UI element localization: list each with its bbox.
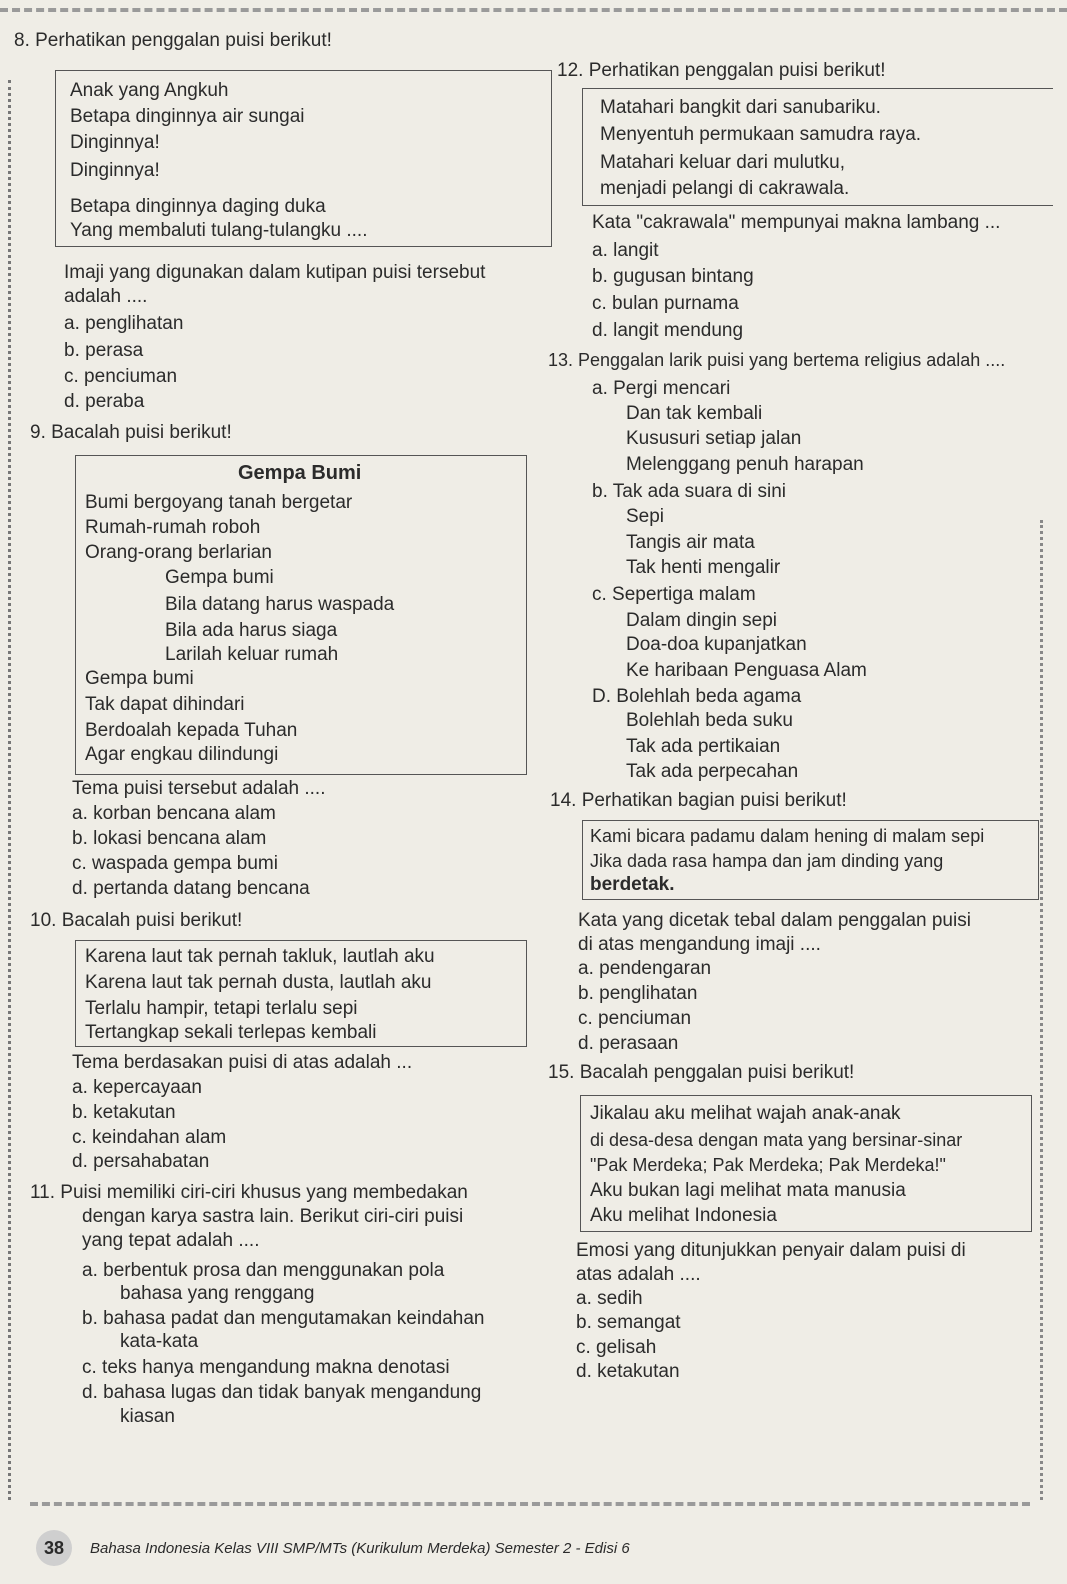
top-dashed-border	[0, 8, 1067, 12]
q14-option-b: b. penglihatan	[578, 983, 698, 1004]
q8-poem-line: Yang membaluti tulang-tulangku ....	[70, 220, 368, 241]
q10-option-d: d. persahabatan	[72, 1151, 210, 1172]
q15-option-b: b. semangat	[576, 1312, 681, 1333]
q8-poem-line: Dinginnya!	[70, 132, 160, 153]
q8-option-c: c. penciuman	[64, 366, 178, 387]
q10-option-b: b. ketakutan	[72, 1102, 176, 1123]
q9-stem: 9. Bacalah puisi berikut!	[30, 422, 232, 443]
q15-option-d: d. ketakutan	[576, 1361, 680, 1382]
footer-text: Bahasa Indonesia Kelas VIII SMP/MTs (Kurikulum Merdeka) Semester 2 - Edisi 6	[90, 1540, 630, 1557]
q10-stem: 10. Bacalah puisi berikut!	[30, 910, 243, 931]
q9-poem-line: Gempa bumi	[85, 668, 194, 689]
q13-option-b: Sepi	[626, 506, 665, 527]
q8-option-d: d. peraba	[64, 391, 145, 412]
q14-option-a: a. pendengaran	[578, 958, 712, 979]
q13-option-d: Bolehlah beda suku	[626, 710, 793, 731]
q15-stem: 15. Bacalah penggalan puisi berikut!	[548, 1062, 855, 1083]
q15-poem-line: Aku melihat Indonesia	[590, 1205, 777, 1226]
q8-option-b: b. perasa	[64, 340, 144, 361]
q10-poem-line: Karena laut tak pernah takluk, lautlah aku	[85, 946, 435, 967]
q14-poem-line: Kami bicara padamu dalam hening di malam sepi	[590, 826, 985, 846]
q9-poem-line: Bila ada harus siaga	[165, 620, 338, 641]
q12-option-b: b. gugusan bintang	[592, 266, 754, 287]
q14-stem: 14. Perhatikan bagian puisi berikut!	[550, 790, 847, 811]
q13-option-c: c. Sepertiga malam	[592, 584, 756, 605]
q9-poem-line: Rumah-rumah roboh	[85, 517, 261, 538]
q11-option-d: d. bahasa lugas dan tidak banyak mengandung	[82, 1382, 482, 1403]
q9-poem-title: Gempa Bumi	[238, 462, 362, 484]
q13-option-a: Kususuri setiap jalan	[626, 428, 802, 449]
q13-option-a: Dan tak kembali	[626, 403, 763, 424]
q12-option-a: a. langit	[592, 240, 659, 261]
q13-option-d: Tak ada perpecahan	[626, 761, 799, 782]
q13-option-d: Tak ada pertikaian	[626, 736, 781, 757]
q15-poem-line: Jikalau aku melihat wajah anak-anak	[590, 1103, 901, 1124]
q12-poem-line: menjadi pelangi di cakrawala.	[600, 178, 850, 199]
q10-option-c: c. keindahan alam	[72, 1127, 227, 1148]
q12-option-d: d. langit mendung	[592, 320, 744, 341]
q9-poem-line: Orang-orang berlarian	[85, 542, 272, 563]
q9-poem-line: Agar engkau dilindungi	[85, 744, 279, 765]
q14-poem-line: Jika dada rasa hampa dan jam dinding yang	[590, 851, 944, 871]
q8-poem-line: Betapa dinginnya daging duka	[70, 196, 326, 217]
q8-question: adalah ....	[64, 286, 148, 307]
q10-poem-line: Karena laut tak pernah dusta, lautlah aku	[85, 972, 432, 993]
q14-option-d: d. perasaan	[578, 1033, 679, 1054]
q8-question: Imaji yang digunakan dalam kutipan puisi tersebut	[64, 262, 486, 283]
q11-stem: dengan karya sastra lain. Berikut ciri-ciri puisi	[82, 1206, 464, 1227]
bottom-dashed-border	[30, 1502, 1030, 1506]
q13-option-b: Tangis air mata	[626, 532, 755, 553]
q13-option-c: Dalam dingin sepi	[626, 610, 778, 631]
q9-poem-line: Larilah keluar rumah	[165, 644, 339, 665]
q11-option-b: kata-kata	[120, 1331, 199, 1352]
q13-option-a: Melenggang penuh harapan	[626, 454, 864, 475]
q13-option-a: a. Pergi mencari	[592, 378, 731, 399]
q13-option-b: b. Tak ada suara di sini	[592, 481, 786, 502]
page-number: 38	[36, 1530, 72, 1566]
q10-poem-line: Tertangkap sekali terlepas kembali	[85, 1022, 377, 1043]
q15-poem-line: Aku bukan lagi melihat mata manusia	[590, 1180, 906, 1201]
q11-stem: 11. Puisi memiliki ciri-ciri khusus yang membedakan	[30, 1182, 468, 1203]
q12-stem: 12. Perhatikan penggalan puisi berikut!	[557, 60, 886, 81]
q13-option-c: Doa-doa kupanjatkan	[626, 634, 807, 655]
q14-question: Kata yang dicetak tebal dalam penggalan puisi	[578, 910, 971, 931]
q11-option-c: c. teks hanya mengandung makna denotasi	[82, 1357, 450, 1378]
q15-question: atas adalah ....	[576, 1264, 701, 1285]
q8-stem: 8. Perhatikan penggalan puisi berikut!	[14, 30, 332, 51]
q9-question: Tema puisi tersebut adalah ....	[72, 778, 326, 799]
q9-poem-line: Tak dapat dihindari	[85, 694, 245, 715]
q9-poem-line: Bila datang harus waspada	[165, 594, 395, 615]
q11-option-a: bahasa yang renggang	[120, 1283, 315, 1304]
q9-poem-line: Bumi bergoyang tanah bergetar	[85, 492, 353, 513]
q13-stem: 13. Penggalan larik puisi yang bertema religius adalah ....	[548, 350, 1006, 370]
q9-poem-line: Gempa bumi	[165, 567, 274, 588]
q9-option-c: c. waspada gempa bumi	[72, 853, 278, 874]
q8-poem-line: Betapa dinginnya air sungai	[70, 106, 305, 127]
q12-option-c: c. bulan purnama	[592, 293, 739, 314]
q15-option-c: c. gelisah	[576, 1337, 657, 1358]
q11-option-b: b. bahasa padat dan mengutamakan keindahan	[82, 1308, 485, 1329]
q10-question: Tema berdasakan puisi di atas adalah ...	[72, 1052, 413, 1073]
q14-question: di atas mengandung imaji ....	[578, 934, 821, 955]
q9-poem-line: Berdoalah kepada Tuhan	[85, 720, 298, 741]
q12-poem-line: Menyentuh permukaan samudra raya.	[600, 124, 922, 145]
q15-option-a: a. sedih	[576, 1288, 643, 1309]
q15-poem-line: "Pak Merdeka; Pak Merdeka; Pak Merdeka!"	[590, 1155, 946, 1175]
right-dotted-border	[1040, 520, 1043, 1500]
q13-option-d: D. Bolehlah beda agama	[592, 686, 802, 707]
q11-stem: yang tepat adalah ....	[82, 1230, 260, 1251]
q15-poem-line: di desa-desa dengan mata yang bersinar-sinar	[590, 1130, 963, 1150]
q8-option-a: a. penglihatan	[64, 313, 184, 334]
q13-option-c: Ke haribaan Penguasa Alam	[626, 660, 867, 681]
q12-poem-line: Matahari keluar dari mulutku,	[600, 152, 845, 173]
q8-poem-line: Dinginnya!	[70, 160, 160, 181]
q12-question: Kata "cakrawala" mempunyai makna lambang ...	[592, 212, 1001, 233]
q11-option-d: kiasan	[120, 1406, 175, 1427]
q10-poem-line: Terlalu hampir, tetapi terlalu sepi	[85, 998, 358, 1019]
q9-option-b: b. lokasi bencana alam	[72, 828, 267, 849]
left-dotted-border	[8, 80, 11, 1500]
q13-option-b: Tak henti mengalir	[626, 557, 781, 578]
q14-bold-word: berdetak.	[590, 874, 675, 895]
q15-question: Emosi yang ditunjukkan penyair dalam puisi di	[576, 1240, 966, 1261]
q8-poem-line: Anak yang Angkuh	[70, 80, 229, 101]
q11-option-a: a. berbentuk prosa dan menggunakan pola	[82, 1260, 445, 1281]
q14-option-c: c. penciuman	[578, 1008, 692, 1029]
q9-option-a: a. korban bencana alam	[72, 803, 276, 824]
q9-option-d: d. pertanda datang bencana	[72, 878, 310, 899]
q10-option-a: a. kepercayaan	[72, 1077, 202, 1098]
q12-poem-line: Matahari bangkit dari sanubariku.	[600, 97, 881, 118]
